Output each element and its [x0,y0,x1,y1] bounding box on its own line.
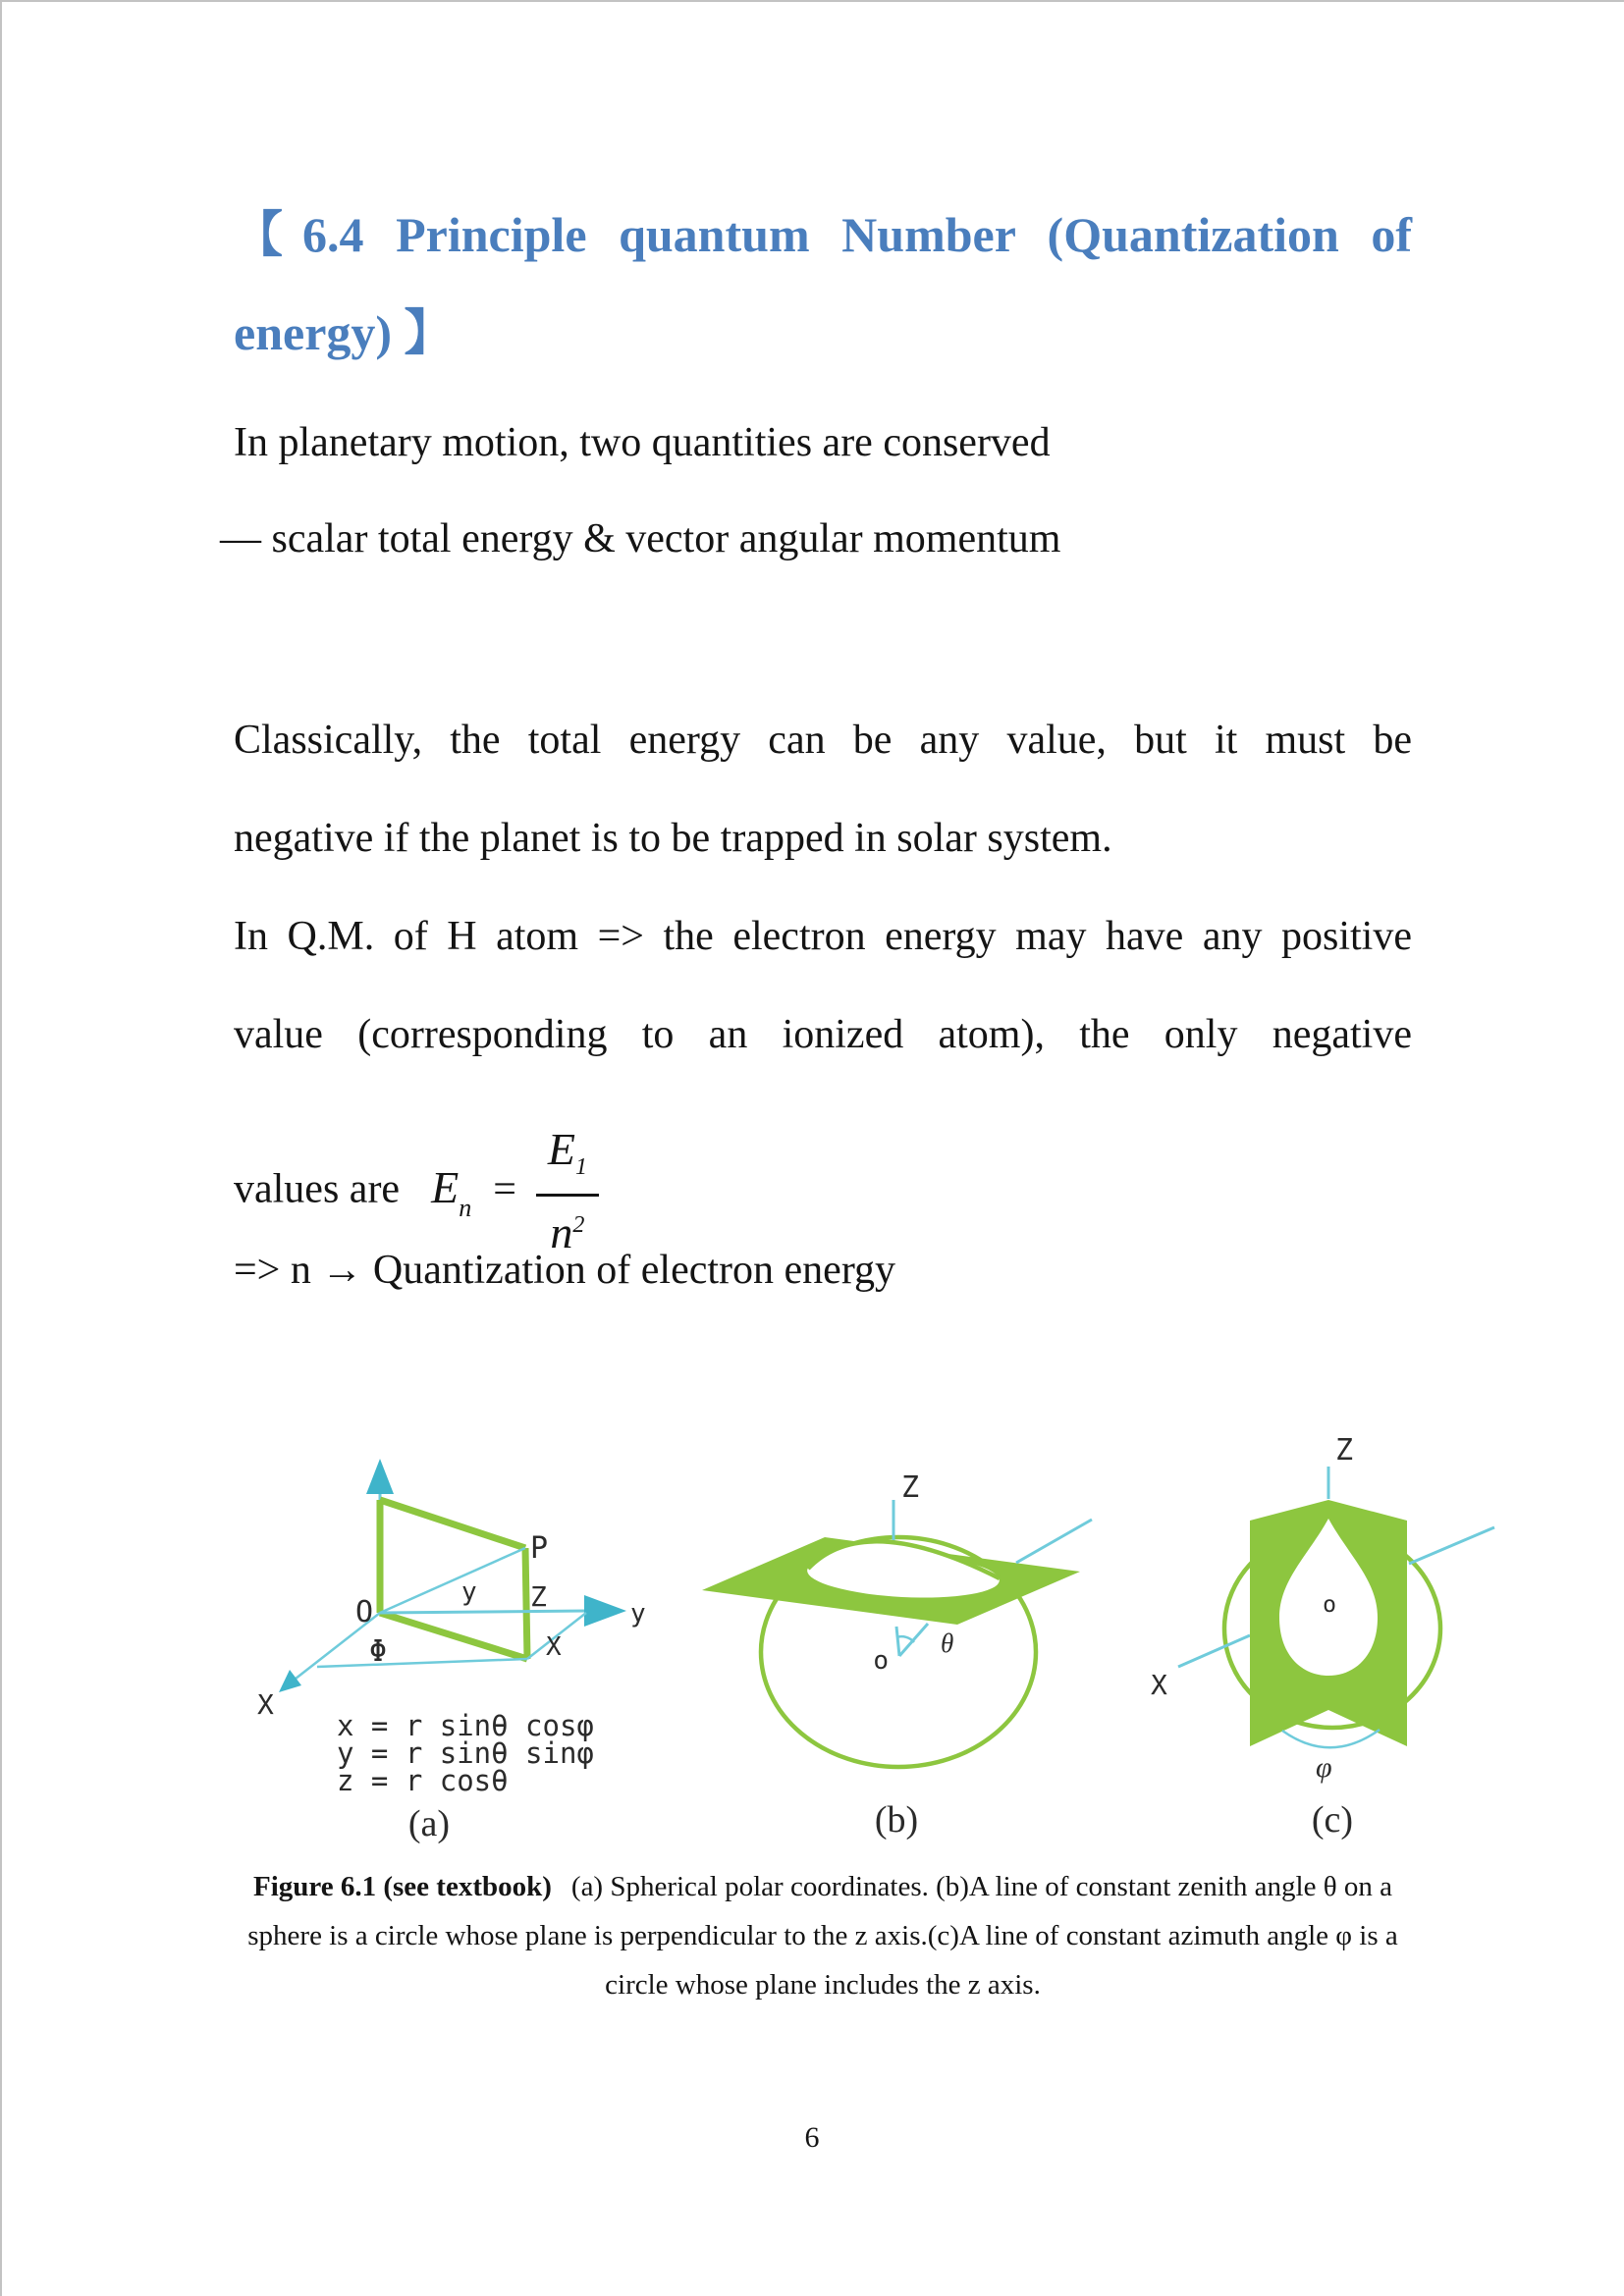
a-r-vector [380,1548,525,1613]
c-origin-label: o [1323,1592,1336,1618]
a-z-segment-label: Z [530,1580,547,1613]
a-y-arrowhead-icon [584,1595,626,1627]
equation-prefix: values are [234,1166,401,1212]
c-x-axis-lower [1178,1635,1250,1667]
equals-sign: = [493,1166,516,1212]
figure-caption-line3: circle whose plane includes the z axis. [605,1969,1041,2001]
a-origin-label: O [354,1595,373,1629]
fraction-numerator [536,1125,599,1197]
a-y-axis-label: y [630,1599,646,1629]
body-line-classically: Classically, the total energy can be any value, but it must be [234,718,1412,763]
body-line-qm-h-atom: In Q.M. of H atom => the electron energy may have any positive [234,914,1412,959]
figure-6-1 [0,1404,1624,1875]
a-phi-label: Φ [369,1634,388,1669]
b-origin-label: o [873,1646,889,1676]
a-equation-z: z = r cosθ [337,1764,509,1797]
body-line-planetary: In planetary motion, two quantities are conserved [234,420,1051,465]
page-number: 6 [804,2121,820,2154]
a-y-segment-label: y [461,1577,477,1607]
body-line-quantization: => n → Quantization of electron energy [234,1248,896,1293]
a-sublabel: (a) [407,1803,451,1844]
section-heading-line1: 【6.4 Principle quantum Number (Quantization of [234,207,1412,262]
equation-line [234,1125,1412,1260]
a-floor-line [317,1659,527,1667]
c-x-axis-label: X [1151,1669,1167,1701]
c-x-axis-upper [1409,1527,1494,1564]
a-z-arrowhead-icon [366,1459,394,1494]
a-plane-top-edge [380,1500,525,1548]
figure-a-spherical-coordinates [257,1459,646,1844]
c-phi-label: φ [1316,1751,1332,1784]
numerator-base: E [547,1124,575,1174]
body-line-negative: negative if the planet is to be trapped in solar system. [234,816,1112,861]
numerator-sub: 1 [574,1154,587,1180]
page-content [220,0,1412,2296]
c-phi-angle-arc [1282,1730,1380,1747]
equation-lhs-sub: n [459,1193,472,1222]
body-line-ionized: value (corresponding to an ionized atom), the only negative [234,1012,1412,1057]
b-z-axis-lower [896,1627,899,1656]
figure-caption-line2: sphere is a circle whose plane is perpendicular to the z axis.(c)A line of constant azimuth angle φ is a [247,1920,1398,1951]
equation-lhs: E [431,1161,460,1212]
b-radius-upper [1016,1520,1092,1563]
a-equation-x: x = r sinθ cosφ [337,1709,594,1742]
figure-c-constant-azimuth [1151,1433,1494,1841]
c-sublabel: (c) [1311,1799,1354,1841]
denominator-base: n [550,1207,573,1257]
figure-b-constant-zenith [702,1470,1092,1841]
a-x-segment-label: X [546,1632,562,1662]
equation-fraction [536,1125,599,1260]
a-y-axis [380,1611,586,1613]
equation-en [431,1124,599,1257]
a-x-arrowhead-icon [279,1670,301,1692]
figure-caption-lead: Figure 6.1 (see textbook) [253,1871,552,1902]
a-plane-bottom-edge [380,1613,527,1659]
c-z-axis-label: Z [1335,1433,1354,1468]
denominator-sup: 2 [572,1212,585,1238]
section-heading-line2: energy) 】 [234,305,454,360]
b-sublabel: (b) [874,1799,919,1841]
b-z-axis-label: Z [901,1470,920,1505]
a-equation-y: y = r sinθ sinφ [337,1736,594,1770]
b-theta-label: θ [941,1629,954,1658]
a-x-axis-label: X [257,1688,274,1721]
body-line-scalar-vector: — scalar total energy & vector angular momentum [220,516,1061,561]
a-plane-right-edge [525,1548,527,1659]
figure-caption-line1-rest: (a) Spherical polar coordinates. (b)A line of constant zenith angle θ on a [570,1871,1392,1902]
a-point-p-label: P [530,1531,549,1566]
b-radius-lower [899,1624,928,1656]
